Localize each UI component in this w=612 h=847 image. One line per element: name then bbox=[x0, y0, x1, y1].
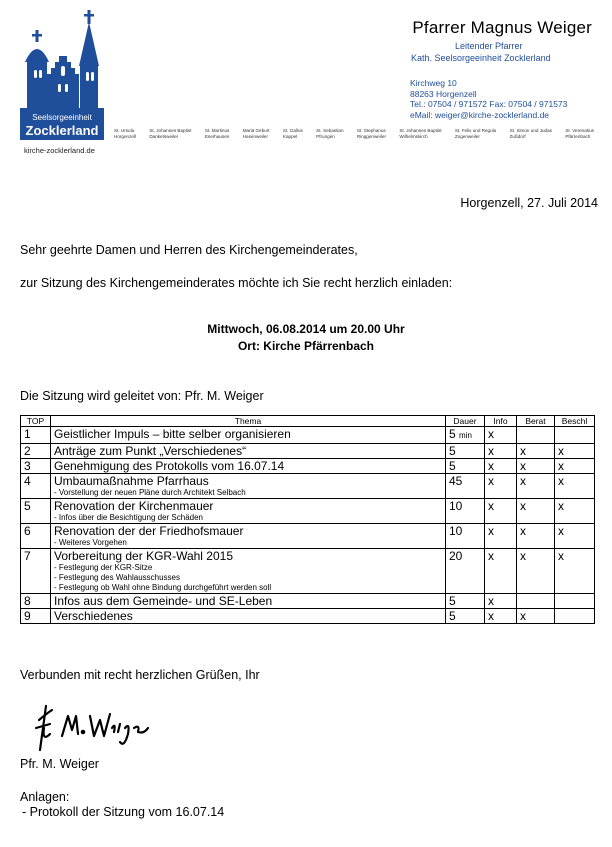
duration-value: 45 bbox=[449, 474, 463, 488]
column-header: Dauer bbox=[446, 416, 485, 427]
duration-value: 5 bbox=[449, 427, 456, 441]
agenda-topic bbox=[51, 444, 446, 459]
agenda-top-number: 8 bbox=[21, 594, 51, 609]
agenda-top-number: 4 bbox=[21, 474, 51, 499]
duration-value: 10 bbox=[449, 524, 463, 538]
sender-city: 88263 Horgenzell bbox=[410, 89, 477, 99]
agenda-mark-info: x bbox=[485, 594, 517, 609]
parish-item: St. Johannes Baptist Danketsweiler bbox=[149, 128, 192, 139]
column-header: Info bbox=[485, 416, 517, 427]
agenda-topic bbox=[51, 609, 446, 624]
invitation-text: zur Sitzung des Kirchengemeinderates möchte ich Sie recht herzlich einladen: bbox=[20, 276, 453, 290]
agenda-mark-info: x bbox=[485, 524, 517, 549]
agenda-topic bbox=[51, 474, 446, 499]
agenda-mark-berat: x bbox=[517, 609, 555, 624]
agenda-mark-beschl: x bbox=[555, 524, 595, 549]
duration-value: 5 bbox=[449, 594, 456, 608]
agenda-mark-info: x bbox=[485, 459, 517, 474]
agenda-top-number: 6 bbox=[21, 524, 51, 549]
agenda-topic-title: Geistlicher Impuls – bitte selber organisieren bbox=[54, 427, 291, 441]
agenda-duration bbox=[446, 549, 485, 594]
column-header: Beschl bbox=[555, 416, 595, 427]
duration-value: 5 bbox=[449, 459, 456, 473]
attachments-label: Anlagen: bbox=[20, 790, 70, 804]
agenda-row bbox=[21, 594, 595, 609]
agenda-mark-info: x bbox=[485, 427, 517, 444]
parish-item: Mariä Geburt Hasenweiler bbox=[242, 128, 270, 139]
agenda-topic-title: Renovation der Kirchenmauer bbox=[54, 499, 214, 513]
agenda-mark-berat: x bbox=[517, 499, 555, 524]
agenda-mark-info: x bbox=[485, 444, 517, 459]
duration-value: 10 bbox=[449, 499, 463, 513]
sender-email: eMail: weiger@kirche-zocklerland.de bbox=[410, 110, 550, 120]
duration-value: 5 bbox=[449, 609, 456, 623]
church-logo bbox=[20, 8, 104, 140]
agenda-row bbox=[21, 459, 595, 474]
agenda-duration bbox=[446, 594, 485, 609]
logo-text-line1: Seelsorgeeinheit bbox=[32, 113, 92, 122]
agenda-mark-beschl bbox=[555, 594, 595, 609]
parish-item: St. Sebastian Pfrungen bbox=[316, 128, 344, 139]
agenda-topic-title: Umbaumaßnahme Pfarrhaus bbox=[54, 474, 209, 488]
agenda-mark-berat: x bbox=[517, 524, 555, 549]
agenda-duration bbox=[446, 609, 485, 624]
agenda-top-number: 3 bbox=[21, 459, 51, 474]
table-header-row bbox=[21, 416, 595, 427]
salutation: Sehr geehrte Damen und Herren des Kirchengemeinderates, bbox=[20, 243, 358, 257]
agenda-row bbox=[21, 499, 595, 524]
agenda-mark-info: x bbox=[485, 474, 517, 499]
logo-text-line2: Zocklerland bbox=[25, 123, 99, 138]
parish-item: St. Verenatius Pfärrenbach bbox=[565, 128, 594, 139]
agenda-subtopic: - Vorstellung der neuen Pläne durch Architekt Selbach bbox=[54, 488, 246, 497]
sender-organization: Kath. Seelsorgeeinheit Zocklerland bbox=[411, 53, 551, 63]
sender-role: Leitender Pfarrer bbox=[455, 41, 523, 51]
signer-name: Pfr. M. Weiger bbox=[20, 757, 99, 771]
agenda-top-number: 1 bbox=[21, 427, 51, 444]
agenda-mark-beschl: x bbox=[555, 499, 595, 524]
agenda-duration bbox=[446, 427, 485, 444]
agenda-row bbox=[21, 444, 595, 459]
agenda-top-number: 7 bbox=[21, 549, 51, 594]
website-url: kirche-zocklerland.de bbox=[24, 146, 95, 155]
agenda-topic-title: Renovation der der Friedhofsmauer bbox=[54, 524, 244, 538]
meeting-location: Ort: Kirche Pfärrenbach bbox=[237, 339, 375, 353]
agenda-duration bbox=[446, 499, 485, 524]
agenda-topic-title: Vorbereitung der KGR-Wahl 2015 bbox=[54, 549, 233, 563]
agenda-topic bbox=[51, 499, 446, 524]
agenda-top-number: 2 bbox=[21, 444, 51, 459]
agenda-row bbox=[21, 524, 595, 549]
agenda-row bbox=[21, 474, 595, 499]
parish-item: St. Ursula Horgenzell bbox=[114, 128, 136, 139]
sender-street: Kirchweg 10 bbox=[410, 78, 457, 88]
parish-item: St. Felix und Regula Zogenweiler bbox=[454, 128, 497, 139]
duration-value: 5 bbox=[449, 444, 456, 458]
agenda-mark-berat bbox=[517, 427, 555, 444]
agenda-topic bbox=[51, 549, 446, 594]
duration-unit: min bbox=[459, 431, 472, 440]
column-header: TOP bbox=[21, 416, 51, 427]
agenda-subtopic: - Infos über die Besichtigung der Schäden bbox=[54, 513, 203, 522]
parish-item: St. Stephanus Ringgenweiler bbox=[356, 128, 386, 139]
duration-value: 20 bbox=[449, 549, 463, 563]
agenda-subtopic: - Weiteres Vorgehen bbox=[54, 538, 127, 547]
agenda-mark-berat bbox=[517, 594, 555, 609]
agenda-topic bbox=[51, 594, 446, 609]
agenda-mark-beschl: x bbox=[555, 459, 595, 474]
sender-name: Pfarrer Magnus Weiger bbox=[412, 18, 592, 37]
handwritten-signature bbox=[30, 698, 150, 754]
agenda-mark-berat: x bbox=[517, 459, 555, 474]
agenda-top-number: 5 bbox=[21, 499, 51, 524]
agenda-topic-title: Genehmigung des Protokolls vom 16.07.14 bbox=[54, 459, 285, 473]
agenda-row bbox=[21, 427, 595, 444]
agenda-subtopic: - Festlegung des Wahlausschusses bbox=[54, 573, 180, 582]
agenda-duration bbox=[446, 444, 485, 459]
agenda-mark-info: x bbox=[485, 499, 517, 524]
agenda-duration bbox=[446, 524, 485, 549]
agenda-mark-beschl: x bbox=[555, 474, 595, 499]
agenda-mark-beschl bbox=[555, 427, 595, 444]
agenda-topic-title: Verschiedenes bbox=[54, 609, 133, 623]
agenda-duration bbox=[446, 459, 485, 474]
attachment-item: - Protokoll der Sitzung vom 16.07.14 bbox=[22, 805, 225, 819]
column-header: Berat bbox=[517, 416, 555, 427]
meeting-datetime: Mittwoch, 06.08.2014 um 20.00 Uhr bbox=[207, 322, 405, 336]
agenda-mark-berat: x bbox=[517, 549, 555, 594]
parish-list bbox=[114, 128, 594, 140]
agenda-row bbox=[21, 609, 595, 624]
agenda-topic-title: Anträge zum Punkt „Verschiedenes“ bbox=[54, 444, 247, 458]
agenda-mark-beschl bbox=[555, 609, 595, 624]
agenda-topic bbox=[51, 427, 446, 444]
agenda-subtopic: - Festlegung der KGR-Sitze bbox=[54, 563, 153, 572]
agenda-topic bbox=[51, 524, 446, 549]
meeting-leader: Die Sitzung wird geleitet von: Pfr. M. Weiger bbox=[20, 389, 264, 403]
agenda-mark-info: x bbox=[485, 609, 517, 624]
agenda-duration bbox=[446, 474, 485, 499]
agenda-mark-info: x bbox=[485, 549, 517, 594]
agenda-mark-beschl: x bbox=[555, 549, 595, 594]
column-header: Thema bbox=[51, 416, 446, 427]
parish-item: St. Simon und Judas Zußdorf bbox=[509, 128, 552, 139]
parish-item: St. Gallus Kappel bbox=[282, 128, 303, 139]
agenda-row bbox=[21, 549, 595, 594]
parish-item: St. Martinus Eserhausen bbox=[204, 128, 230, 139]
agenda-topic bbox=[51, 459, 446, 474]
agenda-mark-beschl: x bbox=[555, 444, 595, 459]
agenda-mark-berat: x bbox=[517, 474, 555, 499]
agenda-mark-berat: x bbox=[517, 444, 555, 459]
agenda-topic-title: Infos aus dem Gemeinde- und SE-Leben bbox=[54, 594, 273, 608]
sender-phone: Tel.: 07504 / 971572 Fax: 07504 / 971573 bbox=[410, 99, 568, 109]
agenda-subtopic: - Festlegung ob Wahl ohne Bindung durchgeführt werden soll bbox=[54, 583, 272, 592]
agenda-table bbox=[20, 415, 595, 624]
agenda-top-number: 9 bbox=[21, 609, 51, 624]
letter-date: Horgenzell, 27. Juli 2014 bbox=[460, 196, 598, 210]
parish-item: St. Johannes Baptist Wilhelmskirch bbox=[399, 128, 442, 139]
closing-greeting: Verbunden mit recht herzlichen Grüßen, Ihr bbox=[20, 668, 260, 682]
